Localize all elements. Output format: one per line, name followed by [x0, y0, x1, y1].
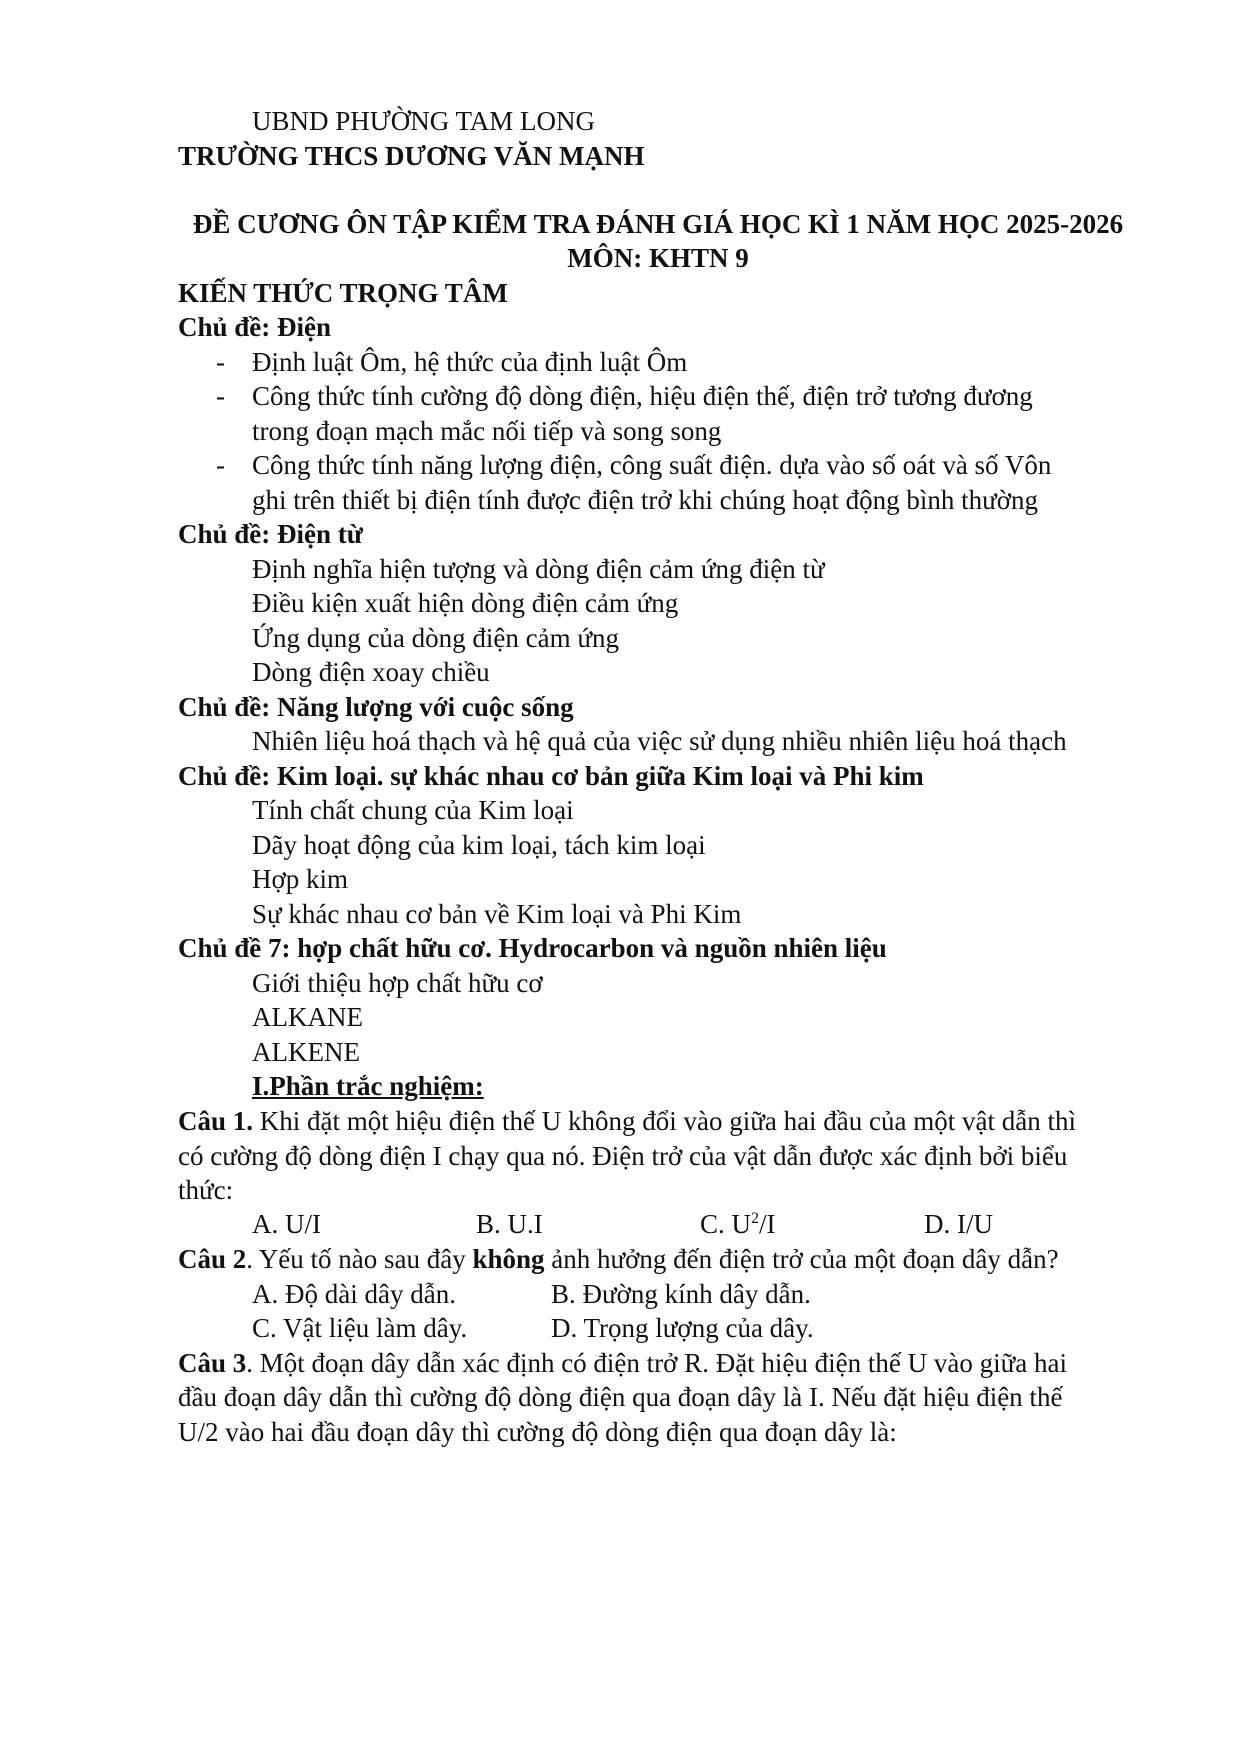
topic-item: Điều kiện xuất hiện dòng điện cảm ứng [252, 588, 679, 618]
topic-title-energy: Chủ đề: Năng lượng với cuộc sống [178, 692, 574, 722]
school-name: TRƯỜNG THCS DƯƠNG VĂN MẠNH [178, 141, 645, 171]
topic-item: Công thức tính năng lượng điện, công suất điện. dựa vào số oát và số Vôn [252, 450, 1052, 480]
answer-option-c: C. $U^2/I$ [700, 1209, 776, 1239]
section-heading-multiple-choice: I.Phần trắc nghiệm: [252, 1071, 484, 1101]
document-title: ĐỀ CƯƠNG ÔN TẬP KIỂM TRA ĐÁNH GIÁ HỌC KÌ 1 NĂM HỌC 2025-2026 [192, 209, 1124, 239]
topic-item: Sự khác nhau cơ bản về Kim loại và Phi Kim [252, 899, 742, 929]
answer-option-b: B. U.I [476, 1209, 543, 1239]
question-text: . Một đoạn dây dẫn xác định có điện trở R. Đặt hiệu điện thế U vào giữa hai [246, 1348, 1067, 1378]
topic-title-electromagnetism: Chủ đề: Điện từ [178, 519, 363, 549]
topic-item: Định nghĩa hiện tượng và dòng điện cảm ứng điện từ [252, 554, 825, 584]
topic-item: Định luật Ôm, hệ thức của định luật Ôm [252, 347, 688, 377]
authority-name: UBND PHƯỜNG TAM LONG [252, 106, 596, 136]
answer-option-b: B. Đường kính dây dẫn. [551, 1279, 811, 1309]
question-label: Câu 2 [178, 1244, 247, 1274]
answer-option-a: A. Độ dài dây dẫn. [252, 1279, 456, 1309]
question-text-continued: U/2 vào hai đầu đoạn dây thì cường độ dòng điện qua đoạn dây là: [178, 1417, 897, 1447]
bullet-dash: - [216, 450, 225, 480]
topic-item: Hợp kim [252, 864, 349, 894]
question-label: Câu 3 [178, 1348, 247, 1378]
answer-option-d: D. I/U [924, 1209, 993, 1239]
topic-title-metals: Chủ đề: Kim loại. sự khác nhau cơ bản giữa Kim loại và Phi kim [178, 761, 924, 791]
subject-title: MÔN: KHTN 9 [567, 243, 749, 273]
question-text: Khi đặt một hiệu điện thế U không đổi vào giữa hai đầu của một vật dẫn thì [253, 1106, 1076, 1136]
topic-title-electricity: Chủ đề: Điện [178, 312, 332, 342]
answer-option-a: A. U/I [252, 1209, 321, 1239]
topic-title-organic: Chủ đề 7: hợp chất hữu cơ. Hydrocarbon và nguồn nhiên liệu [178, 933, 887, 963]
topic-item: Công thức tính cường độ dòng điện, hiệu điện thế, điện trở tương đương [252, 381, 1033, 411]
topic-item: Dòng điện xoay chiều [252, 657, 490, 687]
question-text-continued: thức: [178, 1175, 234, 1205]
topic-item-continued: ghi trên thiết bị điện tính được điện trở khi chúng hoạt động bình thường [252, 485, 1038, 515]
topic-item: Giới thiệu hợp chất hữu cơ [252, 968, 543, 998]
question-text-continued: có cường độ dòng điện I chạy qua nó. Điện trở của vật dẫn được xác định bởi biểu [178, 1141, 1068, 1171]
emphasis-text: không [472, 1244, 545, 1274]
topic-item: Ứng dụng của dòng điện cảm ứng [252, 623, 620, 653]
topic-item: Dãy hoạt động của kim loại, tách kim loại [252, 830, 706, 860]
question-label: Câu 1. [178, 1106, 254, 1136]
topic-item: Nhiên liệu hoá thạch và hệ quả của việc sử dụng nhiều nhiên liệu hoá thạch [252, 726, 1067, 756]
topic-item: ALKENE [252, 1037, 360, 1067]
focus-heading: KIẾN THỨC TRỌNG TÂM [178, 278, 508, 308]
answer-option-c: C. Vật liệu làm dây. [252, 1313, 468, 1343]
question-1 [178, 1105, 1076, 1137]
topic-item: Tính chất chung của Kim loại [252, 795, 574, 825]
topic-item-continued: trong đoạn mạch mắc nối tiếp và song song [252, 416, 722, 446]
question-2: Câu 2. Yếu tố nào sau đây không ảnh hưởng đến điện trở của một đoạn dây dẫn? [178, 1244, 1059, 1274]
answer-option-d: D. Trọng lượng của dây. [551, 1313, 814, 1343]
bullet-dash: - [216, 347, 225, 377]
question-text-continued: đầu đoạn dây dẫn thì cường độ dòng điện qua đoạn dây là I. Nếu đặt hiệu điện thế [178, 1382, 1063, 1412]
bullet-dash: - [216, 381, 225, 411]
question-3 [178, 1347, 1067, 1379]
topic-item: ALKANE [252, 1002, 363, 1032]
